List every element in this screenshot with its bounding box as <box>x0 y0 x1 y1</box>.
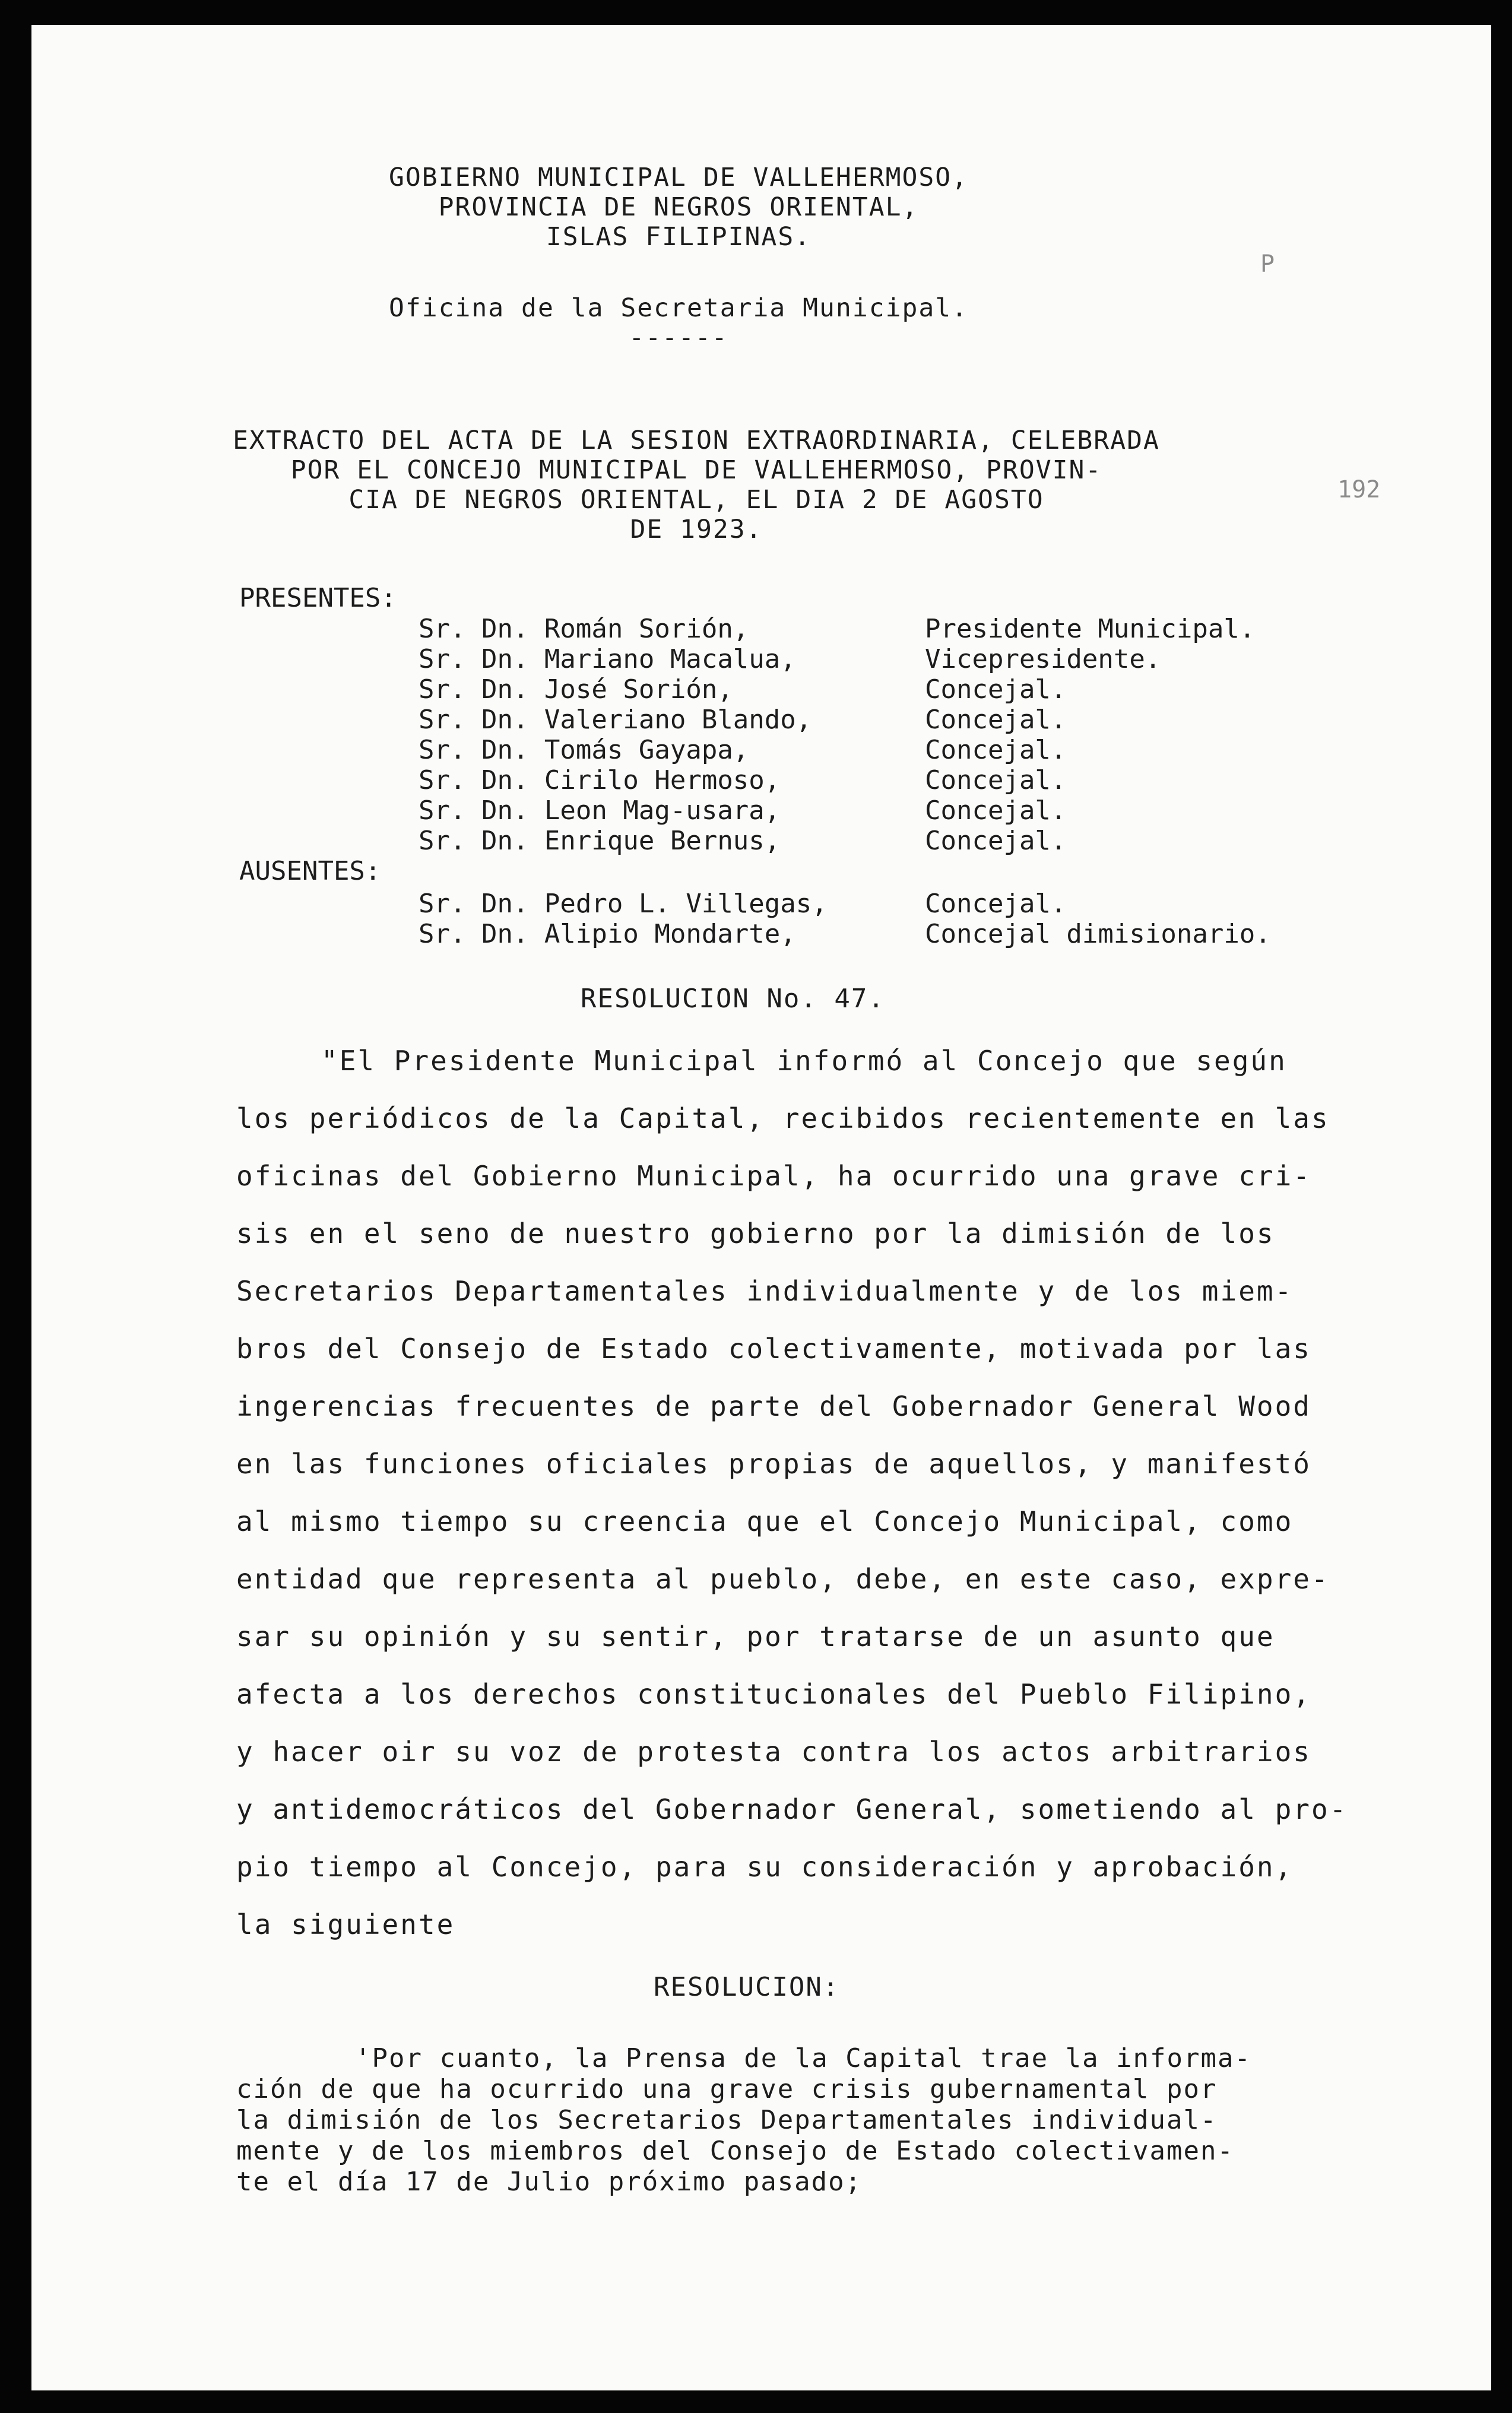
body-line: y antidemocráticos del Gobernador General, sometiendo al pro- <box>236 1793 1348 1825</box>
resolucion-subheading: RESOLUCION: <box>654 1972 840 2002</box>
body-line: entidad que representa al pueblo, debe, en este caso, expre- <box>236 1563 1330 1595</box>
presente-name: Sr. Dn. Mariano Macalua, <box>419 644 796 674</box>
body-line: pio tiempo al Concejo, para su consideración y aprobación, <box>236 1851 1294 1883</box>
presente-name: Sr. Dn. José Sorión, <box>419 674 733 705</box>
clause-line: mente y de los miembros del Consejo de Estado colectivamen- <box>236 2136 1234 2166</box>
clause-line: ción de que ha ocurrido una grave crisis gubernamental por <box>236 2074 1218 2104</box>
presente-name: Sr. Dn. Enrique Bernus, <box>419 826 781 856</box>
presentes-label: PRESENTES: <box>239 583 397 613</box>
header-line-3: ISLAS FILIPINAS. <box>546 222 812 252</box>
resolution-heading: RESOLUCION No. 47. <box>581 984 885 1014</box>
body-line: la siguiente <box>236 1908 455 1940</box>
body-line: al mismo tiempo su creencia que el Concejo Municipal, como <box>236 1505 1294 1537</box>
presente-role: Presidente Municipal. <box>925 614 1256 644</box>
clause-line: te el día 17 de Julio próximo pasado; <box>236 2167 863 2197</box>
body-line: en las funciones oficiales propias de aquellos, y manifestó <box>236 1448 1311 1480</box>
body-line: afecta a los derechos constitucionales del Pueblo Filipino, <box>236 1678 1311 1710</box>
presente-role: Concejal. <box>925 674 1067 705</box>
stamp-mark: P <box>1260 251 1275 278</box>
ausentes-label: AUSENTES: <box>239 856 381 886</box>
presente-name: Sr. Dn. Tomás Gayapa, <box>419 735 749 765</box>
presente-name: Sr. Dn. Valeriano Blando, <box>419 705 812 735</box>
body-line: sis en el seno de nuestro gobierno por la dimisión de los <box>236 1217 1275 1250</box>
ausente-role: Concejal. <box>925 889 1067 919</box>
header-line-1: GOBIERNO MUNICIPAL DE VALLEHERMOSO, <box>388 163 969 192</box>
body-line: sar su opinión y su sentir, por tratarse de un asunto que <box>236 1621 1275 1653</box>
presente-role: Concejal. <box>925 826 1067 856</box>
title-line-3: CIA DE NEGROS ORIENTAL, EL DIA 2 DE AGOSTO <box>348 485 1044 515</box>
ausente-role: Concejal dimisionario. <box>925 919 1271 949</box>
header-line-2: PROVINCIA DE NEGROS ORIENTAL, <box>438 192 919 222</box>
body-line: ingerencias frecuentes de parte del Gobernador General Wood <box>236 1390 1311 1422</box>
presente-role: Concejal. <box>925 705 1067 735</box>
clause-line: 'Por cuanto, la Prensa de la Capital trae la informa- <box>355 2043 1251 2073</box>
presente-role: Concejal. <box>925 735 1067 765</box>
body-line: oficinas del Gobierno Municipal, ha ocurrido una grave cri- <box>236 1160 1311 1192</box>
body-line: Secretarios Departamentales individualmente y de los miem- <box>236 1275 1294 1307</box>
presente-name: Sr. Dn. Cirilo Hermoso, <box>419 765 781 795</box>
ausente-name: Sr. Dn. Pedro L. Villegas, <box>419 889 828 919</box>
title-line-4: DE 1923. <box>630 515 763 544</box>
body-line: bros del Consejo de Estado colectivamente, motivada por las <box>236 1333 1311 1365</box>
ausente-name: Sr. Dn. Alipio Mondarte, <box>419 919 796 949</box>
presente-name: Sr. Dn. Leon Mag-usara, <box>419 795 781 826</box>
archive-stamp <box>1260 251 1438 503</box>
presente-role: Concejal. <box>925 765 1067 795</box>
title-line-2: POR EL CONCEJO MUNICIPAL DE VALLEHERMOSO, PROVIN- <box>290 455 1102 485</box>
clause-line: la dimisión de los Secretarios Departamentales individual- <box>236 2105 1218 2135</box>
presente-role: Vicepresidente. <box>925 644 1161 674</box>
title-line-1: EXTRACTO DEL ACTA DE LA SESION EXTRAORDINARIA, CELEBRADA <box>233 426 1160 455</box>
stamp-year: 192 <box>1337 476 1381 503</box>
office-line: Oficina de la Secretaria Municipal. <box>388 293 969 323</box>
header-divider: ------ <box>629 323 728 353</box>
presente-name: Sr. Dn. Román Sorión, <box>419 614 749 644</box>
presente-role: Concejal. <box>925 795 1067 826</box>
body-line: y hacer oir su voz de protesta contra los actos arbitrarios <box>236 1736 1311 1768</box>
body-line: los periódicos de la Capital, recibidos recientemente en las <box>236 1102 1330 1134</box>
body-line: "El Presidente Municipal informó al Concejo que según <box>321 1045 1287 1077</box>
document-page <box>31 25 1491 2390</box>
